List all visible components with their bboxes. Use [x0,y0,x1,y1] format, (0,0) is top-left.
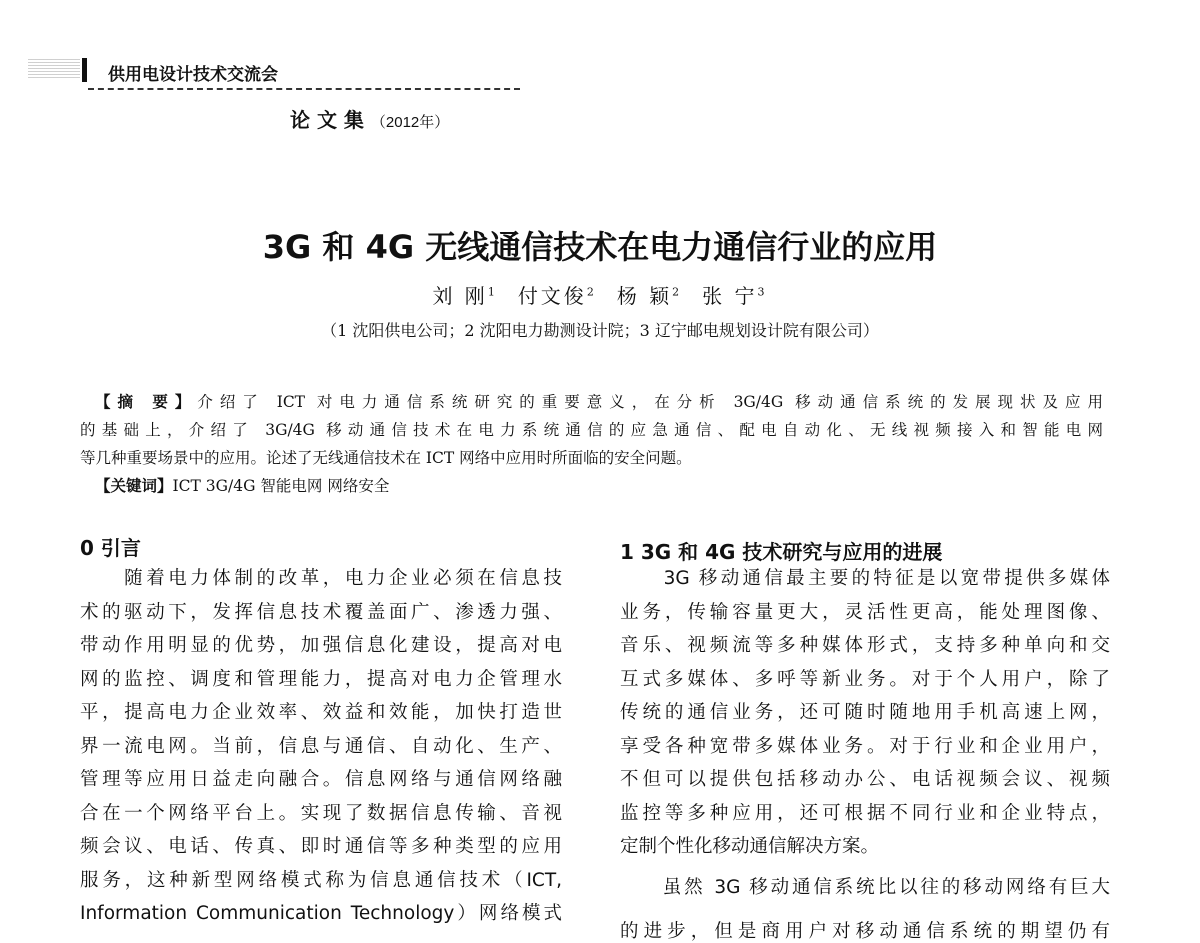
body-text-line: 传统的通信业务，还可随时随地用手机高速上网， [620,702,1110,723]
author-name: 杨 颖 [616,284,673,308]
keywords: ICT 3G/4G 智能电网 网络安全 [172,477,390,495]
keywords-line [95,474,1103,496]
author [617,284,682,308]
body-text-line: 互式多媒体、多呼等新业务。对于个人用户，除了 [620,668,1110,690]
author-name: 付文俊 [517,284,587,308]
conference-name: 供用电设计技术交流会 [108,65,278,85]
abstract-line: 等几种重要场景中的应用。论述了无线通信技术在 ICT 网络中应用时所面临的安全问题。 [80,449,692,467]
header-decoration [28,58,80,78]
body-text-line: 监控等多种应用，还可根据不同行业和企业特点， [620,802,1110,824]
author-affiliation-number: 3 [757,285,768,299]
collection-label: 论 文 集 [290,108,364,132]
body-text-line: 虽然 3G 移动通信系统比以往的移动网络有巨大 [620,877,1110,898]
body-text-line: Information Communication Technology）网络模式 [80,903,562,924]
body-text-line: 平，提高电力企业效率、效益和效能，加快打造世 [80,702,562,723]
body-text-line: 业务，传输容量更大，灵活性更高，能处理图像、 [620,601,1110,623]
body-text-line: 3G 移动通信最主要的特征是以宽带提供多媒体 [620,568,1110,589]
affiliations: （1 沈阳供电公司；2 沈阳电力勘测设计院；3 辽宁邮电规划设计院有限公司） [321,321,879,340]
body-text-line: 管理等应用日益走向融合。信息网络与通信网络融 [80,769,562,790]
body-text-line: 带动作用明显的优势，加强信息化建设，提高对电 [80,635,562,656]
abstract-label: 【摘 要】 [95,392,198,411]
header-bar [82,58,87,82]
author-name: 刘 刚 [432,284,488,308]
section-heading-progress: 1 3G 和 4G 技术研究与应用的进展 [620,540,943,564]
author-affiliation-number: 2 [586,285,597,299]
body-text-line: 定制个性化移动通信解决方案。 [620,836,880,857]
author-list [0,280,1200,309]
body-text-line: 频会议、电话、传真、即时通信等多种类型的应用 [80,836,562,857]
author-affiliation-number: 1 [487,285,498,299]
body-text-line: 享受各种宽带多媒体业务。对于行业和企业用户， [620,735,1110,757]
body-text-line: 音乐、视频流等多种媒体形式，支持多种单向和交 [620,635,1110,656]
body-text-line: 服务，这种新型网络模式称为信息通信技术（ICT, [80,869,562,891]
body-text-line: 随着电力体制的改革，电力企业必须在信息技 [80,568,562,589]
section-heading-introduction: 0 引言 [80,536,141,560]
abstract-line [95,390,1103,412]
header-divider [88,88,520,90]
collection-title [290,104,449,133]
author-name: 张 宁 [702,284,758,308]
collection-year: （2012年） [370,114,450,131]
body-text-line: 的进步，但是商用户对移动通信系统的期望仍有 [620,921,1110,942]
body-text-line: 合在一个网络平台上。实现了数据信息传输、音视 [80,802,562,824]
author-affiliation-number: 2 [672,285,683,299]
abstract-line: 的基础上，介绍了 3G/4G 移动通信技术在电力系统通信的应急通信、配电自动化、无线视频接入和智能电网 [80,421,1103,439]
body-text-line: 网的监控、调度和管理能力，提高对电力企管理水 [80,668,562,690]
keywords-label: 【关键词】 [95,476,173,495]
author [702,284,767,308]
author [518,284,597,308]
paper-title: 3G 和 4G 无线通信技术在电力通信行业的应用 [262,228,938,266]
body-text-line: 界一流电网。当前，信息与通信、自动化、生产、 [80,735,562,757]
author [432,284,497,308]
body-text-line: 术的驱动下，发挥信息技术覆盖面广、渗透力强、 [80,601,562,623]
body-text-line: 不但可以提供包括移动办公、电话视频会议、视频 [620,769,1110,790]
abstract-text: 介绍了 ICT 对电力通信系统研究的重要意义，在分析 3G/4G 移动通信系统的发展现状及应用 [197,393,1103,411]
